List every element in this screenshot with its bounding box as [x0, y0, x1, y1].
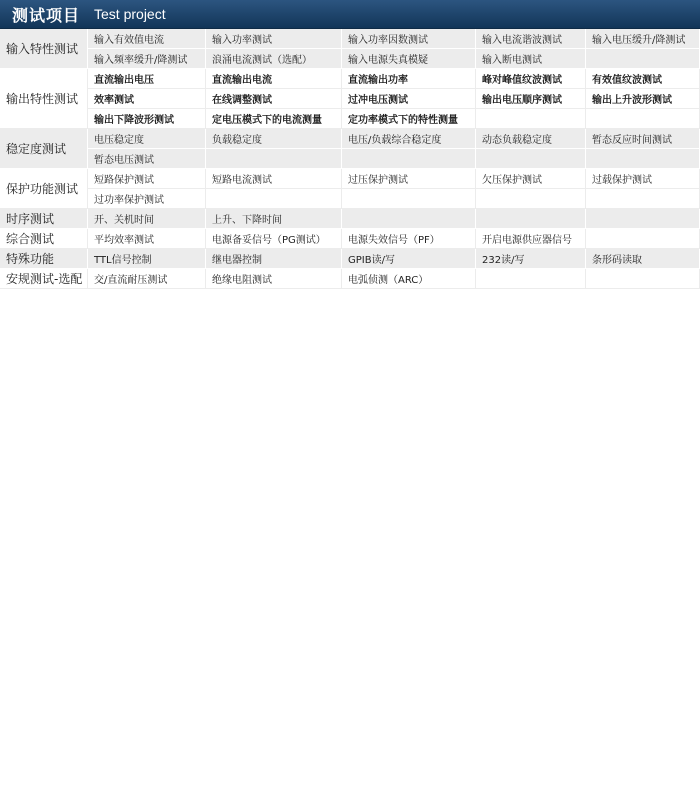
table-cell: 继电器控制 [206, 249, 342, 269]
table-cell: 输入频率缓升/降测试 [88, 49, 206, 69]
table-cell: 过功率保护测试 [88, 189, 206, 209]
table-cell: 电源备妥信号（PG测试） [206, 229, 342, 249]
table-cell: 输出电压顺序测试 [476, 89, 586, 109]
table-cell: 交/直流耐压测试 [88, 269, 206, 289]
table-cell: 电源失效信号（PF） [342, 229, 476, 249]
table-cell: 输入电流谐波测试 [476, 29, 586, 49]
table-cell [206, 189, 342, 209]
table-cell [342, 209, 476, 229]
table-cell: 输入断电测试 [476, 49, 586, 69]
table-cell [476, 149, 586, 169]
table-cell: 输入功率因数测试 [342, 29, 476, 49]
table-cell: 过压保护测试 [342, 169, 476, 189]
table-cell: 暂态反应时间测试 [586, 129, 700, 149]
table-cell: 暂态电压测试 [88, 149, 206, 169]
table-cell: 输入电压缓升/降测试 [586, 29, 700, 49]
table-row [0, 49, 700, 69]
table-row [0, 169, 700, 189]
header-title-en: Test project [94, 6, 166, 22]
table-cell: 过载保护测试 [586, 169, 700, 189]
table-cell: 输入功率测试 [206, 29, 342, 49]
table-cell: 电压稳定度 [88, 129, 206, 149]
table-cell: 输出下降波形测试 [88, 109, 206, 129]
category-protection: 保护功能测试 [0, 169, 88, 209]
table-cell: 定电压模式下的电流测量 [206, 109, 342, 129]
table-cell: 平均效率测试 [88, 229, 206, 249]
table-cell: 过冲电压测试 [342, 89, 476, 109]
table-cell: 232读/写 [476, 249, 586, 269]
table-cell [476, 209, 586, 229]
category-safety: 安规测试-选配 [0, 269, 88, 289]
test-items-table [0, 29, 700, 289]
table-cell: 有效值纹波测试 [586, 69, 700, 89]
header-title-cn: 测试项目 [12, 5, 81, 25]
category-input: 输入特性测试 [0, 29, 88, 69]
category-comprehensive: 综合测试 [0, 229, 88, 249]
table-row [0, 29, 700, 49]
table-cell: 效率测试 [88, 89, 206, 109]
table-row [0, 209, 700, 229]
table-cell: 电弧侦测（ARC） [342, 269, 476, 289]
table-cell [342, 149, 476, 169]
table-cell: 直流输出电流 [206, 69, 342, 89]
table-cell: 条形码读取 [586, 249, 700, 269]
table-row [0, 269, 700, 289]
table-cell [476, 189, 586, 209]
table-cell: 绝缘电阻测试 [206, 269, 342, 289]
table-row [0, 149, 700, 169]
table-row [0, 89, 700, 109]
table-cell [586, 149, 700, 169]
table-cell: 负载稳定度 [206, 129, 342, 149]
table-cell [586, 209, 700, 229]
category-output: 输出特性测试 [0, 69, 88, 129]
table-cell: 电压/负载综合稳定度 [342, 129, 476, 149]
table-cell: 短路电流测试 [206, 169, 342, 189]
table-row [0, 69, 700, 89]
table-cell: 浪涌电流测试（选配） [206, 49, 342, 69]
table-row [0, 249, 700, 269]
table-cell: 输入有效值电流 [88, 29, 206, 49]
table-cell [206, 149, 342, 169]
table-cell [476, 109, 586, 129]
table-cell: 峰对峰值纹波测试 [476, 69, 586, 89]
table-cell: GPIB读/写 [342, 249, 476, 269]
category-special: 特殊功能 [0, 249, 88, 269]
table-cell [586, 269, 700, 289]
table-cell [586, 229, 700, 249]
table-cell: 直流输出电压 [88, 69, 206, 89]
table-row [0, 229, 700, 249]
table-cell: 直流输出功率 [342, 69, 476, 89]
table-cell: 短路保护测试 [88, 169, 206, 189]
table-row [0, 189, 700, 209]
table-cell: 开启电源供应器信号 [476, 229, 586, 249]
table-cell [586, 189, 700, 209]
table-cell [586, 109, 700, 129]
table-row [0, 109, 700, 129]
table-cell: 上升、下降时间 [206, 209, 342, 229]
category-timing: 时序测试 [0, 209, 88, 229]
table-cell: 开、关机时间 [88, 209, 206, 229]
table-cell: 输出上升波形测试 [586, 89, 700, 109]
table-cell [476, 269, 586, 289]
table-cell: 定功率模式下的特性测量 [342, 109, 476, 129]
table-cell: TTL信号控制 [88, 249, 206, 269]
table-row [0, 129, 700, 149]
table-cell: 动态负载稳定度 [476, 129, 586, 149]
table-cell: 欠压保护测试 [476, 169, 586, 189]
page-header [0, 0, 700, 29]
table-cell: 输入电源失真模疑 [342, 49, 476, 69]
table-cell [586, 49, 700, 69]
category-stability: 稳定度测试 [0, 129, 88, 169]
table-cell: 在线调整测试 [206, 89, 342, 109]
table-cell [342, 189, 476, 209]
